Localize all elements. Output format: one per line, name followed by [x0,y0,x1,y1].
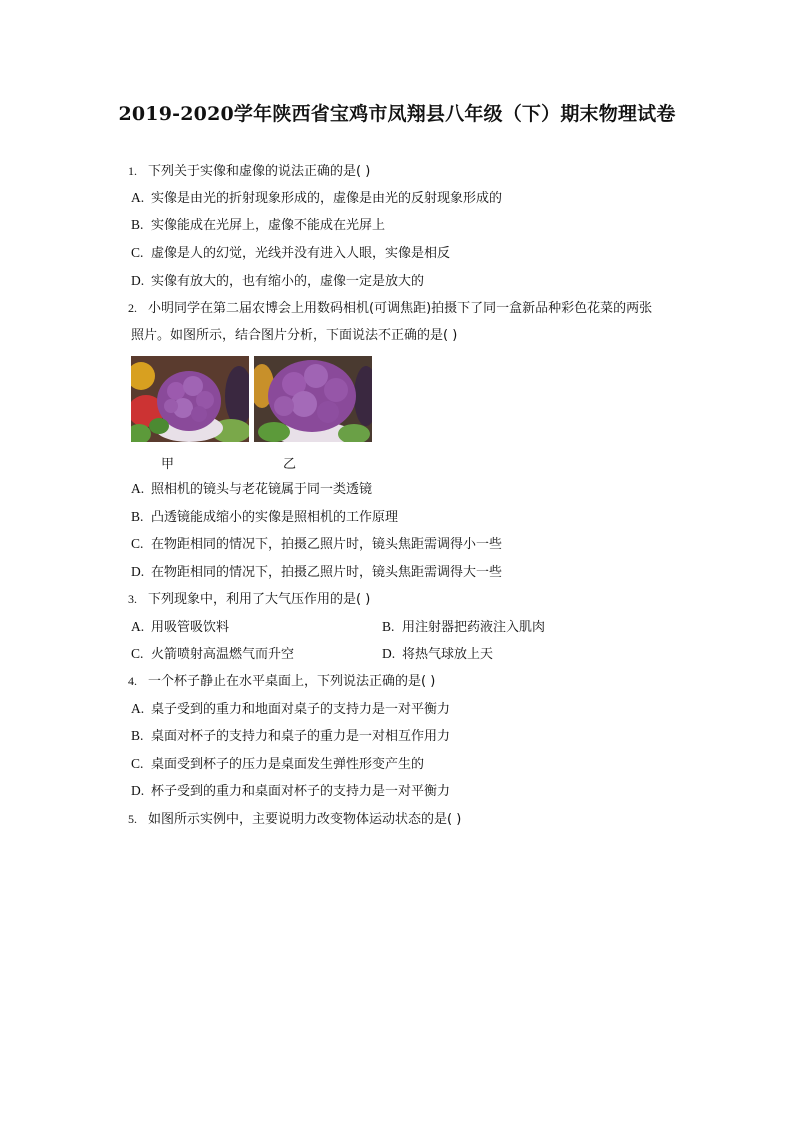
option-letter: A. [131,481,145,496]
option-letter: D. [131,273,145,288]
question-2-text-line2: 照片。如图所示，结合图片分析，下面说法不正确的是( ) [131,328,458,343]
option-text: 火箭喷射高温燃气而升空 [151,647,295,662]
question-4-option-c [131,755,424,774]
question-3-option-d [382,645,493,664]
option-text: 实像能成在光屏上，虚像不能成在光屏上 [151,218,386,233]
question-5-text: 如图所示实例中，主要说明力改变物体运动状态的是( ) [148,812,462,827]
question-1-option-c [131,244,450,263]
option-letter: D. [131,783,145,798]
option-letter: B. [382,619,395,634]
option-text: 实像有放大的，也有缩小的，虚像一定是放大的 [151,274,425,289]
option-text: 将热气球放上天 [402,647,494,662]
question-3-option-b [382,618,545,637]
question-3-option-c [131,645,294,664]
question-2-option-c [131,535,502,554]
option-text: 在物距相同的情况下，拍摄乙照片时，镜头焦距需调得大一些 [151,565,503,580]
question-1-option-a [131,189,502,208]
option-letter: A. [131,190,145,205]
question-2-option-d [131,563,502,582]
option-text: 用注射器把药液注入肌肉 [402,620,546,635]
option-text: 用吸管吸饮料 [151,620,230,635]
page-title: 2019-2020学年陕西省宝鸡市凤翔县八年级（下）期末物理试卷 [118,103,676,125]
question-1-text: 下列关于实像和虚像的说法正确的是( ) [148,164,371,179]
option-letter: A. [131,619,145,634]
option-text: 在物距相同的情况下，拍摄乙照片时，镜头焦距需调得小一些 [151,537,503,552]
option-text: 照相机的镜头与老花镜属于同一类透镜 [151,482,373,497]
question-1-option-d [131,272,424,291]
question-3-number: 3. [128,592,137,606]
option-letter: C. [131,756,144,771]
option-letter: C. [131,646,144,661]
question-4-text: 一个杯子静止在水平桌面上，下列说法正确的是( ) [148,674,436,689]
question-5-number: 5. [128,812,137,826]
option-text: 桌子受到的重力和地面对桌子的支持力是一对平衡力 [151,702,451,717]
option-text: 虚像是人的幻觉，光线并没有进入人眼，实像是相反 [151,246,451,261]
question-4-option-a [131,700,450,719]
option-letter: A. [131,701,145,716]
option-text: 凸透镜能成缩小的实像是照相机的工作原理 [151,510,399,525]
option-letter: D. [382,646,396,661]
question-1-stem [128,162,370,181]
question-5-stem [128,810,461,829]
photo-caption-jia: 甲 [161,457,175,472]
option-letter: C. [131,245,144,260]
option-letter: B. [131,217,144,232]
question-2-option-b [131,508,398,527]
question-4-stem [128,672,435,691]
question-2-stem [128,299,652,318]
question-4-number: 4. [128,674,137,688]
option-letter: B. [131,509,144,524]
cauliflower-photo-jia [131,356,249,442]
question-1-number: 1. [128,164,137,178]
question-2-number: 2. [128,301,137,315]
option-letter: D. [131,564,145,579]
option-text: 杯子受到的重力和桌面对杯子的支持力是一对平衡力 [151,784,451,799]
cauliflower-photo-yi [254,356,372,442]
question-2-option-a [131,480,372,499]
question-3-text: 下列现象中，利用了大气压作用的是( ) [148,592,371,607]
option-letter: B. [131,728,144,743]
option-letter: C. [131,536,144,551]
question-3-stem [128,590,370,609]
question-3-option-a [131,618,229,637]
photo-caption-yi: 乙 [283,457,297,472]
option-text: 桌面对杯子的支持力和桌子的重力是一对相互作用力 [151,729,451,744]
question-4-option-d [131,782,450,801]
question-2-text-line1: 小明同学在第二届农博会上用数码相机(可调焦距)拍摄下了同一盒新品种彩色花菜的两张 [148,301,653,316]
question-4-option-b [131,727,450,746]
option-text: 桌面受到杯子的压力是桌面发生弹性形变产生的 [151,757,425,772]
question-1-option-b [131,216,385,235]
option-text: 实像是由光的折射现象形成的，虚像是由光的反射现象形成的 [151,191,503,206]
